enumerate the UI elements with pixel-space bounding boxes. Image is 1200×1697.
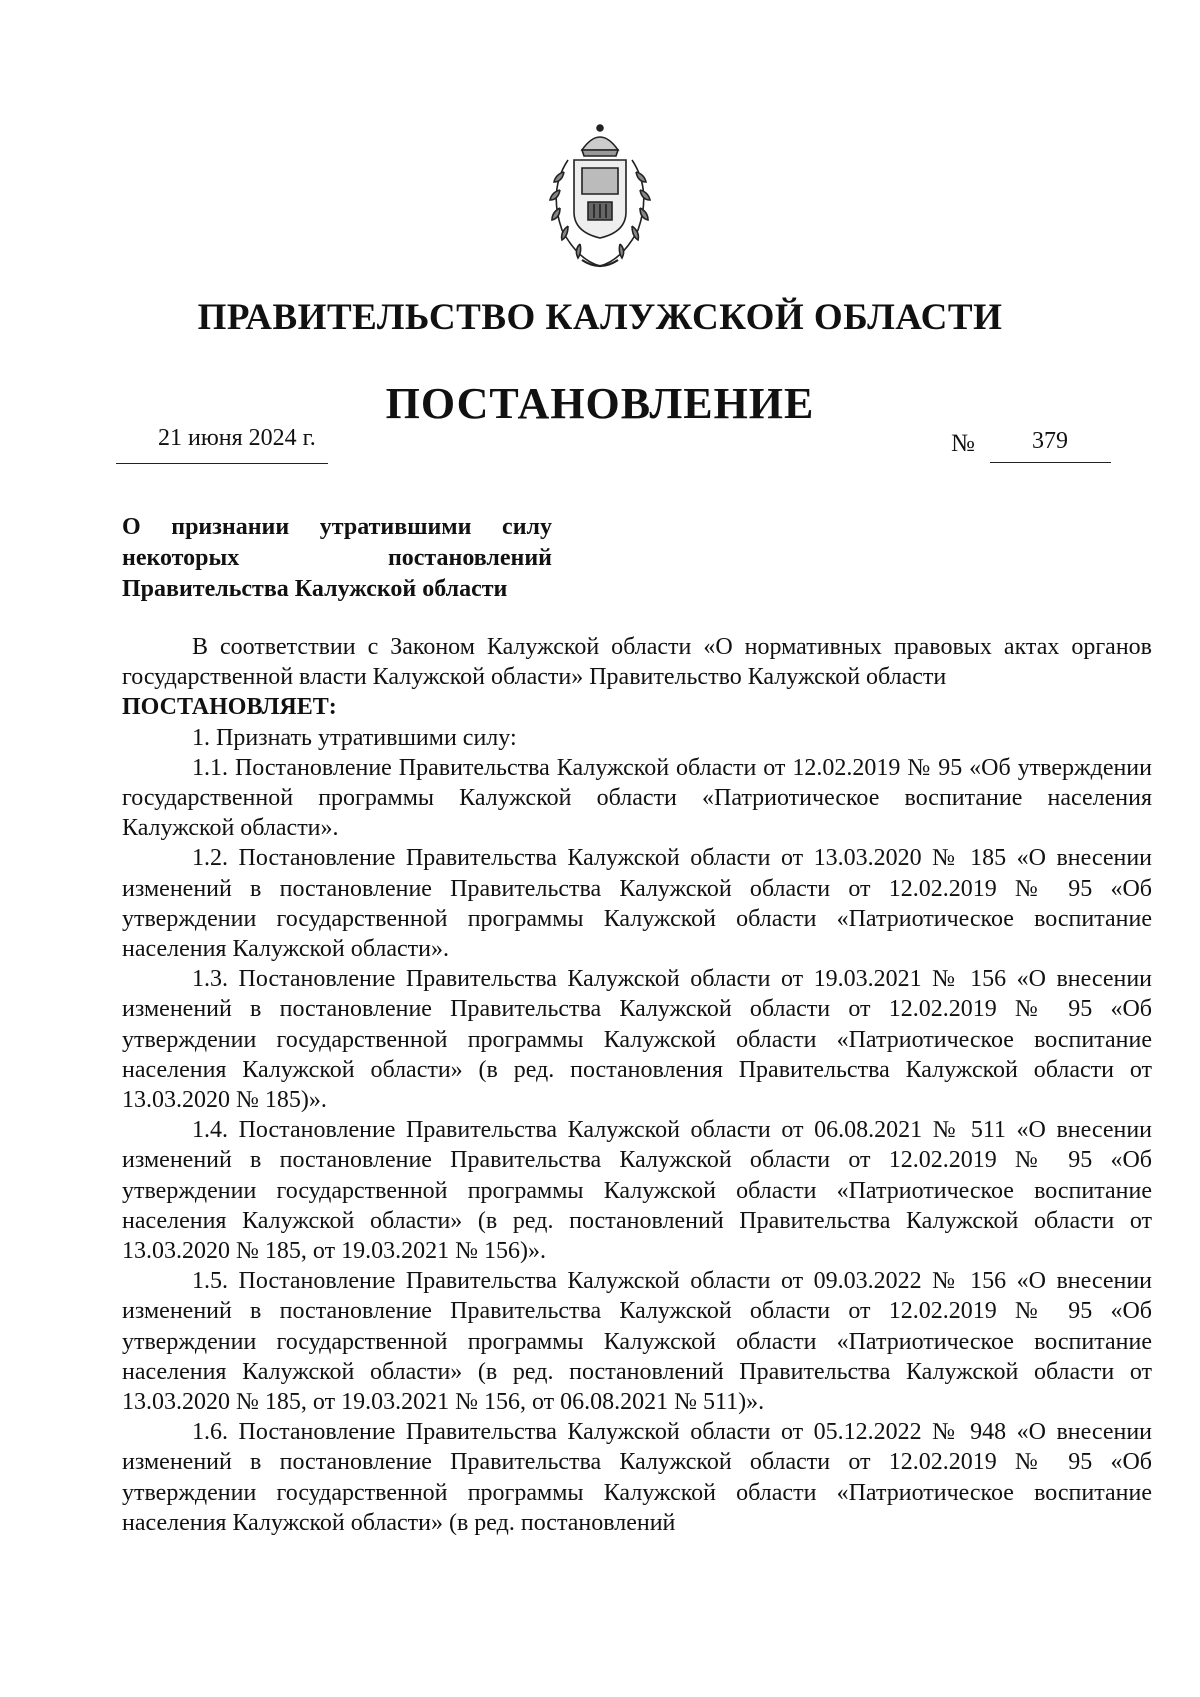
document-subject [122,512,552,605]
item-1-1: 1.1. Постановление Правительства Калужской области от 12.02.2019 № 95 «Об утверждении государственной программы Калужской области «Патриотическое воспитание населения Калужской области». [122,754,1152,842]
decree-word-paragraph [122,692,1152,722]
document-body [122,632,1152,1538]
preamble-paragraph [122,632,1152,692]
item-1-3: 1.3. Постановление Правительства Калужской области от 19.03.2021 № 156 «О внесении изменений в постановление Правительства Калужской области от 12.02.2019 № 95 «Об утверждении государственной программы Калужской области «Патриотическое воспитание населения Калужской области» (в ред. постановления Правительства Калужской области от 13.03.2020 № 185)». [122,966,1152,1114]
item-1-5: 1.5. Постановление Правительства Калужской области от 09.03.2022 № 156 «О внесении изменений в постановление Правительства Калужской области от 12.02.2019 № 95 «Об утверждении государственной программы Калужской области «Патриотическое воспитание населения Калужской области» (в ред. постановлений Правительства Калужской области от 13.03.2020 № 185, от 19.03.2021 № 156, от 06.08.2021 № 511)». [122,1268,1152,1416]
preamble-text: В соответствии с Законом Калужской области «О нормативных правовых актах органов государственной власти Калужской области» Правительство Калужской области [122,634,1152,691]
document-number: 379 [1032,428,1068,454]
organization-title: ПРАВИТЕЛЬСТВО КАЛУЖСКОЙ ОБЛАСТИ [197,297,1003,338]
number-field [990,428,1111,463]
number-label: № [951,430,975,457]
decree-word: ПОСТАНОВЛЯЕТ: [122,694,337,721]
item-1-6: 1.6. Постановление Правительства Калужской области от 05.12.2022 № 948 «О внесении изменений в постановление Правительства Калужской области от 12.02.2019 № 95 «Об утверждении государственной программы Калужской области «Патриотическое воспитание населения Калужской области» (в ред. постановлений [122,1419,1152,1536]
coat-of-arms-emblem [538,120,662,272]
date-field [116,425,328,464]
item-1-4: 1.4. Постановление Правительства Калужской области от 06.08.2021 № 511 «О внесении изменений в постановление Правительства Калужской области от 12.02.2019 № 95 «Об утверждении государственной программы Калужской области «Патриотическое воспитание населения Калужской области» (в ред. постановлений Правительства Калужской области от 13.03.2020 № 185, от 19.03.2021 № 156)». [122,1117,1152,1265]
item-1: 1. Признать утратившими силу: [192,724,517,751]
subject-line-3: Правительства Калужской области [122,576,508,602]
subject-line-2: некоторых постановлений [122,545,552,571]
subject-line-1: О признании утратившими силу [122,514,552,540]
document-type-heading: ПОСТАНОВЛЕНИЕ [385,379,815,428]
document-date: 21 июня 2024 г. [158,425,316,451]
item-1-2: 1.2. Постановление Правительства Калужской области от 13.03.2020 № 185 «О внесении изменений в постановление Правительства Калужской области от 12.02.2019 № 95 «Об утверждении государственной программы Калужской области «Патриотическое воспитание населения Калужской области». [122,845,1152,963]
